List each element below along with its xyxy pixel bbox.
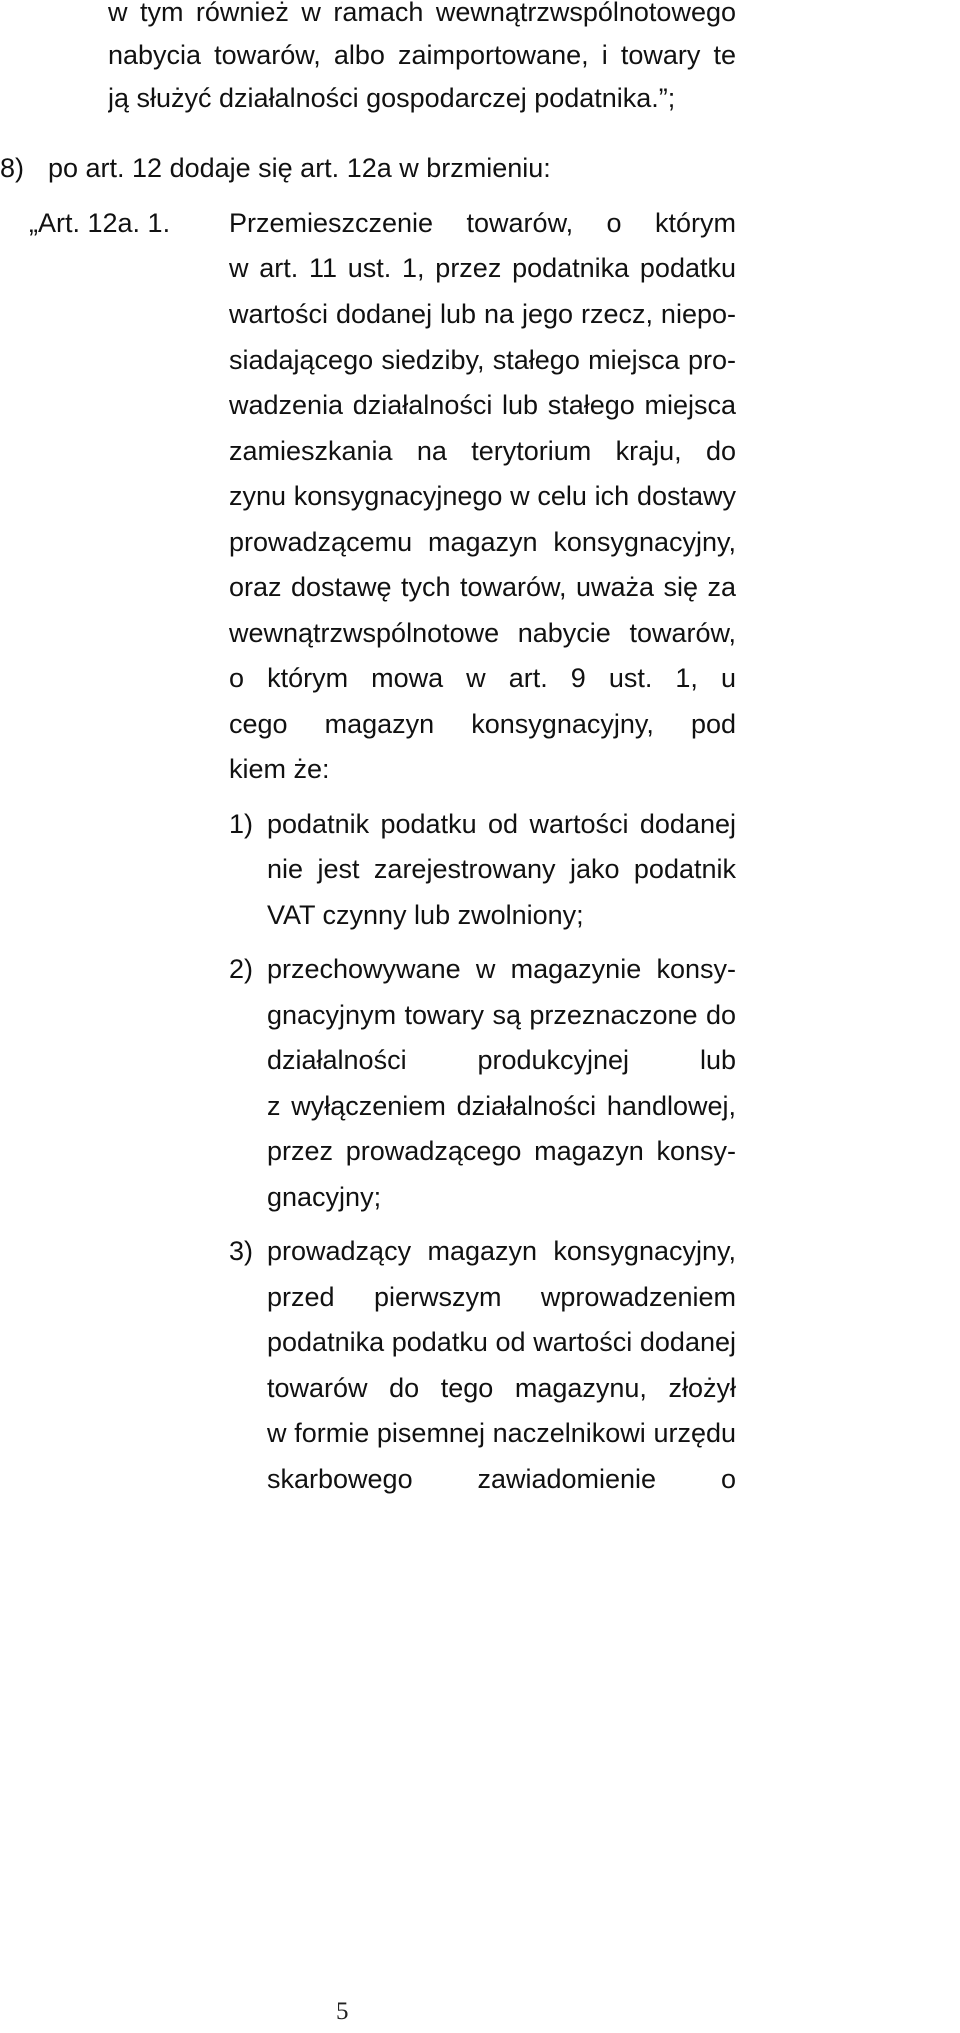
article-text: wadzenia działalności lub stałego miejsca bbox=[229, 390, 736, 420]
point-text: gnacyjnym towary są przeznaczone do bbox=[267, 1000, 736, 1030]
point-text: podatnika podatku od wartości dodanej bbox=[267, 1327, 736, 1357]
point-number: 3) bbox=[229, 1236, 254, 1266]
article-text: wewnątrzwspólnotowe nabycie towarów, bbox=[229, 618, 736, 648]
point-text: podatnik podatku od wartości dodanej bbox=[267, 809, 736, 839]
article-line bbox=[0, 704, 960, 744]
paragraph-text: nabycia towarów, albo zaimportowane, i towary te bbox=[108, 40, 736, 70]
point-line bbox=[0, 1086, 960, 1126]
article-line bbox=[0, 248, 960, 288]
point-line bbox=[0, 849, 960, 889]
point-2 bbox=[0, 949, 960, 989]
point-line bbox=[0, 895, 960, 935]
item-number: 8) bbox=[0, 153, 25, 183]
article-text: kiem że: bbox=[229, 754, 330, 784]
paragraph-text: ją służyć działalności gospodarczej podatnika.”; bbox=[108, 83, 676, 113]
point-1 bbox=[0, 804, 960, 844]
article-heading-line bbox=[0, 203, 960, 243]
article-line bbox=[0, 658, 960, 698]
continuation-line-3 bbox=[0, 78, 960, 118]
point-line bbox=[0, 1413, 960, 1453]
continuation-line-2 bbox=[0, 35, 960, 75]
item-text: po art. 12 dodaje się art. 12a w brzmieniu: bbox=[48, 153, 551, 183]
point-3 bbox=[0, 1231, 960, 1271]
point-number: 2) bbox=[229, 954, 254, 984]
article-line bbox=[0, 613, 960, 653]
point-line bbox=[0, 1459, 960, 1499]
article-text: siadającego siedziby, stałego miejsca pro- bbox=[229, 345, 736, 375]
point-line bbox=[0, 1131, 960, 1171]
point-text: z wyłączeniem działalności handlowej, bbox=[267, 1091, 736, 1121]
article-line bbox=[0, 294, 960, 334]
point-line bbox=[0, 1277, 960, 1317]
point-text: skarbowego zawiadomienie o bbox=[267, 1464, 736, 1494]
article-text: cego magazyn konsygnacyjny, pod bbox=[229, 709, 736, 739]
article-text: Przemieszczenie towarów, o którym bbox=[229, 208, 736, 238]
point-text: przechowywane w magazynie konsy- bbox=[267, 954, 736, 984]
article-text: zamieszkania na terytorium kraju, do bbox=[229, 436, 736, 466]
article-line bbox=[0, 476, 960, 516]
article-line bbox=[0, 340, 960, 380]
article-text: o którym mowa w art. 9 ust. 1, u bbox=[229, 663, 736, 693]
point-text: przed pierwszym wprowadzeniem bbox=[267, 1282, 736, 1312]
article-text: prowadzącemu magazyn konsygnacyjny, bbox=[229, 527, 736, 557]
article-line bbox=[0, 522, 960, 562]
article-line bbox=[0, 567, 960, 607]
article-line bbox=[0, 749, 960, 789]
point-line bbox=[0, 1177, 960, 1217]
article-label: „Art. 12a. 1. bbox=[29, 208, 171, 238]
point-line bbox=[0, 1368, 960, 1408]
point-line bbox=[0, 1322, 960, 1362]
point-text: prowadzący magazyn konsygnacyjny, bbox=[267, 1236, 736, 1266]
point-number: 1) bbox=[229, 809, 254, 839]
point-line bbox=[0, 1040, 960, 1080]
article-line bbox=[0, 385, 960, 425]
point-text: towarów do tego magazynu, złożył bbox=[267, 1373, 736, 1403]
point-text: w formie pisemnej naczelnikowi urzędu bbox=[267, 1418, 736, 1448]
article-text: oraz dostawę tych towarów, uważa się za bbox=[229, 572, 736, 602]
article-text: zynu konsygnacyjnego w celu ich dostawy bbox=[229, 481, 736, 511]
point-text: nie jest zarejestrowany jako podatnik bbox=[267, 854, 736, 884]
article-line bbox=[0, 431, 960, 471]
article-text: w art. 11 ust. 1, przez podatnika podatku bbox=[229, 253, 736, 283]
continuation-line-1 bbox=[0, 0, 960, 32]
paragraph-text: w tym również w ramach wewnątrzwspólnotowego bbox=[108, 0, 736, 27]
point-text: działalności produkcyjnej lub bbox=[267, 1045, 736, 1075]
item-8 bbox=[0, 148, 960, 188]
page-number: 5 bbox=[336, 1998, 349, 2025]
article-text: wartości dodanej lub na jego rzecz, niepo- bbox=[229, 299, 736, 329]
point-text: VAT czynny lub zwolniony; bbox=[267, 900, 584, 930]
point-text: gnacyjny; bbox=[267, 1182, 382, 1212]
point-line bbox=[0, 995, 960, 1035]
point-text: przez prowadzącego magazyn konsy- bbox=[267, 1136, 736, 1166]
